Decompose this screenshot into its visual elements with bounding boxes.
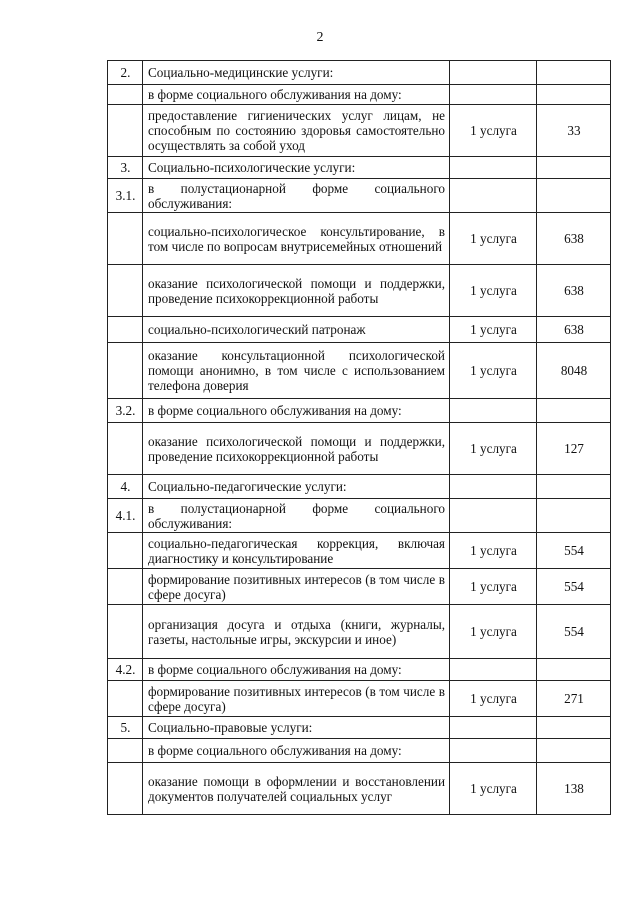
tariff-cell	[537, 475, 611, 499]
row-number-cell	[108, 681, 143, 717]
service-description-cell: в форме социального обслуживания на дому:	[143, 659, 450, 681]
tariff-cell: 8048	[537, 343, 611, 399]
table-row	[108, 157, 611, 179]
unit-cell: 1 услуга	[450, 763, 537, 815]
tariff-cell	[537, 659, 611, 681]
unit-cell: 1 услуга	[450, 265, 537, 317]
table-row	[108, 681, 611, 717]
tariff-cell	[537, 717, 611, 739]
table-row	[108, 763, 611, 815]
unit-cell	[450, 157, 537, 179]
unit-cell	[450, 179, 537, 213]
row-number-cell	[108, 739, 143, 763]
page-number: 2	[316, 30, 324, 45]
unit-cell: 1 услуга	[450, 569, 537, 605]
row-number-cell	[108, 533, 143, 569]
row-number-cell	[108, 423, 143, 475]
row-number-cell	[108, 343, 143, 399]
service-description-cell: в полустационарной форме социального обслуживания:	[143, 499, 450, 533]
service-description-cell: в полустационарной форме социального обслуживания:	[143, 179, 450, 213]
tariff-cell: 271	[537, 681, 611, 717]
service-description-cell: в форме социального обслуживания на дому:	[143, 399, 450, 423]
service-description-cell: социально-психологическое консультирование, в том числе по вопросам внутрисемейных отношений	[143, 213, 450, 265]
tariff-cell: 33	[537, 105, 611, 157]
table-body	[108, 61, 611, 815]
unit-cell	[450, 475, 537, 499]
row-number-cell	[108, 317, 143, 343]
tariff-cell: 127	[537, 423, 611, 475]
service-description-cell: Социально-правовые услуги:	[143, 717, 450, 739]
table-row	[108, 475, 611, 499]
service-description-cell: оказание консультационной психологической помощи анонимно, в том числе с использованием телефона доверия	[143, 343, 450, 399]
table-row	[108, 605, 611, 659]
service-description-cell: Социально-медицинские услуги:	[143, 61, 450, 85]
table-row	[108, 659, 611, 681]
service-description-cell: в форме социального обслуживания на дому:	[143, 85, 450, 105]
table-row	[108, 105, 611, 157]
unit-cell: 1 услуга	[450, 213, 537, 265]
tariff-cell	[537, 179, 611, 213]
unit-cell	[450, 739, 537, 763]
row-number-cell: 4.	[108, 475, 143, 499]
row-number-cell: 3.2.	[108, 399, 143, 423]
row-number-cell: 3.	[108, 157, 143, 179]
tariff-cell	[537, 61, 611, 85]
table-row	[108, 569, 611, 605]
unit-cell: 1 услуга	[450, 105, 537, 157]
tariff-cell	[537, 499, 611, 533]
table-row	[108, 179, 611, 213]
unit-cell	[450, 499, 537, 533]
row-number-cell: 4.2.	[108, 659, 143, 681]
tariff-cell: 554	[537, 533, 611, 569]
service-description-cell: формирование позитивных интересов (в том числе в сфере досуга)	[143, 681, 450, 717]
table-row	[108, 61, 611, 85]
service-description-cell: оказание психологической помощи и поддержки, проведение психокоррекционной работы	[143, 423, 450, 475]
unit-cell: 1 услуга	[450, 317, 537, 343]
tariff-cell	[537, 399, 611, 423]
row-number-cell	[108, 763, 143, 815]
table-row	[108, 423, 611, 475]
unit-cell: 1 услуга	[450, 343, 537, 399]
service-description-cell: оказание психологической помощи и поддержки, проведение психокоррекционной работы	[143, 265, 450, 317]
tariff-cell: 638	[537, 265, 611, 317]
service-description-cell: Социально-психологические услуги:	[143, 157, 450, 179]
tariff-cell	[537, 85, 611, 105]
row-number-cell	[108, 85, 143, 105]
table-row	[108, 265, 611, 317]
row-number-cell	[108, 105, 143, 157]
table-row	[108, 533, 611, 569]
tariff-cell	[537, 739, 611, 763]
service-description-cell: оказание помощи в оформлении и восстановлении документов получателей социальных услуг	[143, 763, 450, 815]
table-row	[108, 739, 611, 763]
unit-cell: 1 услуга	[450, 533, 537, 569]
tariff-cell: 138	[537, 763, 611, 815]
row-number-cell	[108, 569, 143, 605]
row-number-cell: 4.1.	[108, 499, 143, 533]
services-tariff-table	[107, 60, 611, 815]
service-description-cell: формирование позитивных интересов (в том числе в сфере досуга)	[143, 569, 450, 605]
service-description-cell: социально-психологический патронаж	[143, 317, 450, 343]
tariff-cell	[537, 157, 611, 179]
row-number-cell	[108, 213, 143, 265]
unit-cell	[450, 659, 537, 681]
service-description-cell: предоставление гигиенических услуг лицам, не способным по состоянию здоровья самостоятельно осуществлять за собой уход	[143, 105, 450, 157]
tariff-cell: 554	[537, 605, 611, 659]
row-number-cell	[108, 605, 143, 659]
table-row	[108, 717, 611, 739]
unit-cell: 1 услуга	[450, 423, 537, 475]
row-number-cell: 3.1.	[108, 179, 143, 213]
service-description-cell: Социально-педагогические услуги:	[143, 475, 450, 499]
unit-cell: 1 услуга	[450, 605, 537, 659]
unit-cell: 1 услуга	[450, 681, 537, 717]
table-row	[108, 317, 611, 343]
table-row	[108, 399, 611, 423]
service-description-cell: организация досуга и отдыха (книги, журналы, газеты, настольные игры, экскурсии и иное)	[143, 605, 450, 659]
unit-cell	[450, 85, 537, 105]
unit-cell	[450, 717, 537, 739]
tariff-cell: 554	[537, 569, 611, 605]
tariff-cell: 638	[537, 213, 611, 265]
row-number-cell: 2.	[108, 61, 143, 85]
unit-cell	[450, 61, 537, 85]
table-row	[108, 499, 611, 533]
table-row	[108, 213, 611, 265]
unit-cell	[450, 399, 537, 423]
service-description-cell: в форме социального обслуживания на дому:	[143, 739, 450, 763]
row-number-cell	[108, 265, 143, 317]
row-number-cell: 5.	[108, 717, 143, 739]
tariff-cell: 638	[537, 317, 611, 343]
table-row	[108, 85, 611, 105]
service-description-cell: социально-педагогическая коррекция, включая диагностику и консультирование	[143, 533, 450, 569]
table-row	[108, 343, 611, 399]
